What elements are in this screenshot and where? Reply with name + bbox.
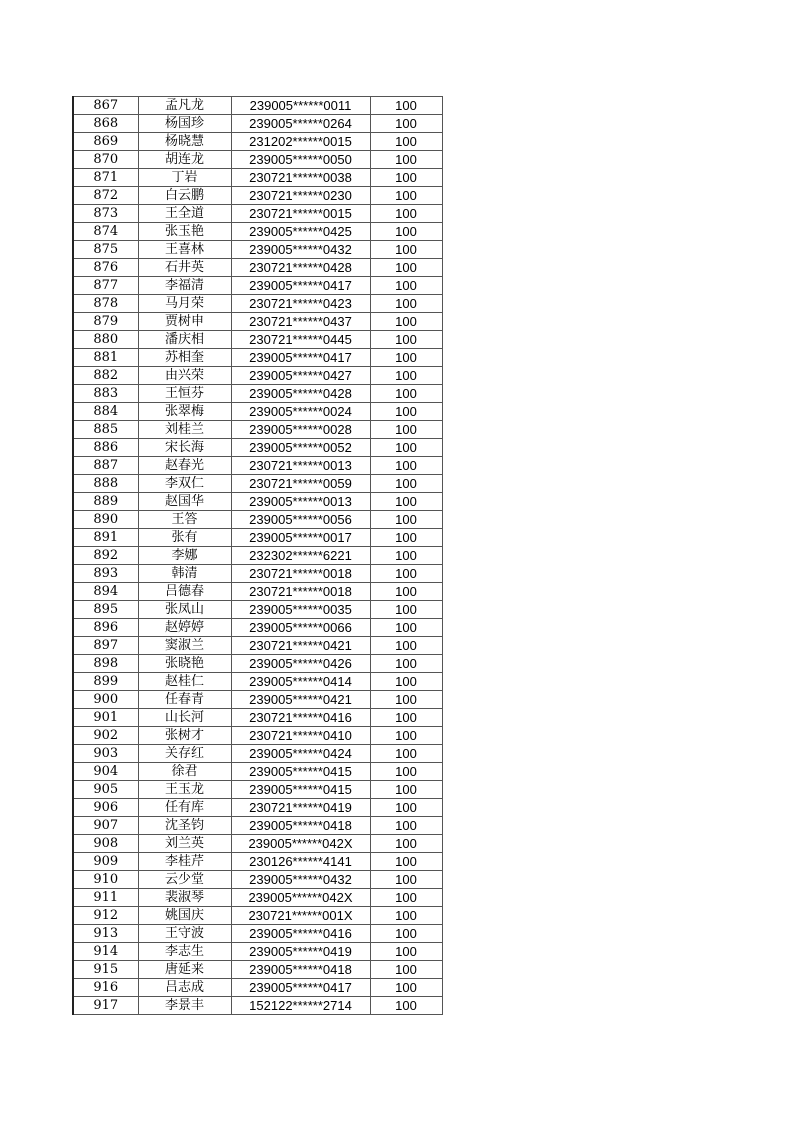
id-number-cell: 239005******0419 <box>231 943 370 961</box>
name-cell: 苏相奎 <box>138 349 231 367</box>
score-cell: 100 <box>370 511 442 529</box>
id-number-cell: 239005******0425 <box>231 223 370 241</box>
score-cell: 100 <box>370 961 442 979</box>
table-row <box>73 655 442 673</box>
row-number-cell: 903 <box>73 745 138 763</box>
table-row <box>73 385 442 403</box>
score-cell: 100 <box>370 853 442 871</box>
name-cell: 王恒芬 <box>138 385 231 403</box>
score-cell: 100 <box>370 835 442 853</box>
name-cell: 丁岩 <box>138 169 231 187</box>
row-number-cell: 907 <box>73 817 138 835</box>
table-row <box>73 925 442 943</box>
table-row <box>73 727 442 745</box>
name-cell: 刘兰英 <box>138 835 231 853</box>
score-cell: 100 <box>370 907 442 925</box>
score-cell: 100 <box>370 691 442 709</box>
row-number-cell: 896 <box>73 619 138 637</box>
id-number-cell: 239005******0028 <box>231 421 370 439</box>
score-cell: 100 <box>370 223 442 241</box>
table-row <box>73 709 442 727</box>
id-number-cell: 239005******042X <box>231 835 370 853</box>
score-cell: 100 <box>370 763 442 781</box>
score-cell: 100 <box>370 259 442 277</box>
id-number-cell: 239005******0415 <box>231 763 370 781</box>
score-cell: 100 <box>370 709 442 727</box>
id-number-cell: 239005******0417 <box>231 349 370 367</box>
id-number-cell: 239005******0264 <box>231 115 370 133</box>
id-number-cell: 230721******0437 <box>231 313 370 331</box>
row-number-cell: 887 <box>73 457 138 475</box>
score-cell: 100 <box>370 457 442 475</box>
table-row <box>73 799 442 817</box>
name-cell: 由兴荣 <box>138 367 231 385</box>
name-cell: 关存红 <box>138 745 231 763</box>
name-cell: 张晓艳 <box>138 655 231 673</box>
id-number-cell: 239005******0427 <box>231 367 370 385</box>
name-cell: 张玉艳 <box>138 223 231 241</box>
name-cell: 任有库 <box>138 799 231 817</box>
row-number-cell: 891 <box>73 529 138 547</box>
id-number-cell: 239005******0418 <box>231 961 370 979</box>
score-cell: 100 <box>370 997 442 1015</box>
table-row <box>73 691 442 709</box>
row-number-cell: 885 <box>73 421 138 439</box>
table-row <box>73 583 442 601</box>
name-cell: 裴淑琴 <box>138 889 231 907</box>
row-number-cell: 914 <box>73 943 138 961</box>
roster-table <box>72 96 443 1015</box>
table-row <box>73 619 442 637</box>
id-number-cell: 152122******2714 <box>231 997 370 1015</box>
name-cell: 张树才 <box>138 727 231 745</box>
score-cell: 100 <box>370 133 442 151</box>
score-cell: 100 <box>370 295 442 313</box>
score-cell: 100 <box>370 493 442 511</box>
score-cell: 100 <box>370 871 442 889</box>
id-number-cell: 230721******0015 <box>231 205 370 223</box>
table-row <box>73 871 442 889</box>
name-cell: 云少堂 <box>138 871 231 889</box>
table-row <box>73 331 442 349</box>
id-number-cell: 230721******0445 <box>231 331 370 349</box>
table-row <box>73 187 442 205</box>
name-cell: 赵婷婷 <box>138 619 231 637</box>
id-number-cell: 239005******0050 <box>231 151 370 169</box>
score-cell: 100 <box>370 277 442 295</box>
row-number-cell: 888 <box>73 475 138 493</box>
score-cell: 100 <box>370 313 442 331</box>
name-cell: 李志生 <box>138 943 231 961</box>
name-cell: 韩清 <box>138 565 231 583</box>
table-row <box>73 943 442 961</box>
name-cell: 徐君 <box>138 763 231 781</box>
id-number-cell: 239005******0017 <box>231 529 370 547</box>
id-number-cell: 239005******0418 <box>231 817 370 835</box>
name-cell: 宋长海 <box>138 439 231 457</box>
name-cell: 马月荣 <box>138 295 231 313</box>
row-number-cell: 872 <box>73 187 138 205</box>
name-cell: 吕志成 <box>138 979 231 997</box>
id-number-cell: 239005******0066 <box>231 619 370 637</box>
name-cell: 吕德春 <box>138 583 231 601</box>
id-number-cell: 230721******0018 <box>231 583 370 601</box>
id-number-cell: 239005******0417 <box>231 979 370 997</box>
name-cell: 张翠梅 <box>138 403 231 421</box>
name-cell: 潘庆相 <box>138 331 231 349</box>
row-number-cell: 881 <box>73 349 138 367</box>
name-cell: 王全道 <box>138 205 231 223</box>
score-cell: 100 <box>370 619 442 637</box>
score-cell: 100 <box>370 169 442 187</box>
row-number-cell: 898 <box>73 655 138 673</box>
name-cell: 王答 <box>138 511 231 529</box>
score-cell: 100 <box>370 799 442 817</box>
score-cell: 100 <box>370 349 442 367</box>
table-row <box>73 763 442 781</box>
id-number-cell: 230721******0428 <box>231 259 370 277</box>
score-cell: 100 <box>370 673 442 691</box>
row-number-cell: 867 <box>73 97 138 115</box>
row-number-cell: 892 <box>73 547 138 565</box>
score-cell: 100 <box>370 187 442 205</box>
id-number-cell: 239005******0011 <box>231 97 370 115</box>
id-number-cell: 239005******0432 <box>231 871 370 889</box>
id-number-cell: 239005******042X <box>231 889 370 907</box>
name-cell: 杨国珍 <box>138 115 231 133</box>
row-number-cell: 869 <box>73 133 138 151</box>
table-row <box>73 889 442 907</box>
score-cell: 100 <box>370 781 442 799</box>
row-number-cell: 900 <box>73 691 138 709</box>
score-cell: 100 <box>370 385 442 403</box>
score-cell: 100 <box>370 655 442 673</box>
table-row <box>73 601 442 619</box>
id-number-cell: 239005******0416 <box>231 925 370 943</box>
row-number-cell: 915 <box>73 961 138 979</box>
name-cell: 李福清 <box>138 277 231 295</box>
name-cell: 窦淑兰 <box>138 637 231 655</box>
table-row <box>73 475 442 493</box>
table-row <box>73 421 442 439</box>
row-number-cell: 880 <box>73 331 138 349</box>
row-number-cell: 882 <box>73 367 138 385</box>
row-number-cell: 886 <box>73 439 138 457</box>
id-number-cell: 239005******0052 <box>231 439 370 457</box>
row-number-cell: 895 <box>73 601 138 619</box>
name-cell: 沈圣钧 <box>138 817 231 835</box>
table-row <box>73 637 442 655</box>
id-number-cell: 230721******0018 <box>231 565 370 583</box>
table-row <box>73 979 442 997</box>
table-row <box>73 961 442 979</box>
row-number-cell: 910 <box>73 871 138 889</box>
table-row <box>73 349 442 367</box>
name-cell: 刘桂兰 <box>138 421 231 439</box>
name-cell: 胡连龙 <box>138 151 231 169</box>
name-cell: 赵春光 <box>138 457 231 475</box>
id-number-cell: 230721******0423 <box>231 295 370 313</box>
table-row <box>73 673 442 691</box>
score-cell: 100 <box>370 889 442 907</box>
id-number-cell: 239005******0013 <box>231 493 370 511</box>
table-row <box>73 223 442 241</box>
name-cell: 山长河 <box>138 709 231 727</box>
table-row <box>73 853 442 871</box>
id-number-cell: 230721******001X <box>231 907 370 925</box>
score-cell: 100 <box>370 367 442 385</box>
score-cell: 100 <box>370 583 442 601</box>
score-cell: 100 <box>370 943 442 961</box>
name-cell: 王喜林 <box>138 241 231 259</box>
id-number-cell: 231202******0015 <box>231 133 370 151</box>
id-number-cell: 239005******0035 <box>231 601 370 619</box>
table-row <box>73 115 442 133</box>
score-cell: 100 <box>370 421 442 439</box>
row-number-cell: 893 <box>73 565 138 583</box>
name-cell: 白云鹏 <box>138 187 231 205</box>
name-cell: 任春青 <box>138 691 231 709</box>
score-cell: 100 <box>370 403 442 421</box>
id-number-cell: 239005******0421 <box>231 691 370 709</box>
name-cell: 石井英 <box>138 259 231 277</box>
id-number-cell: 232302******6221 <box>231 547 370 565</box>
row-number-cell: 883 <box>73 385 138 403</box>
score-cell: 100 <box>370 979 442 997</box>
table-row <box>73 997 442 1015</box>
row-number-cell: 871 <box>73 169 138 187</box>
id-number-cell: 239005******0414 <box>231 673 370 691</box>
score-cell: 100 <box>370 439 442 457</box>
score-cell: 100 <box>370 475 442 493</box>
table-row <box>73 169 442 187</box>
name-cell: 王玉龙 <box>138 781 231 799</box>
table-row <box>73 439 442 457</box>
row-number-cell: 897 <box>73 637 138 655</box>
row-number-cell: 870 <box>73 151 138 169</box>
id-number-cell: 230721******0038 <box>231 169 370 187</box>
row-number-cell: 906 <box>73 799 138 817</box>
score-cell: 100 <box>370 205 442 223</box>
id-number-cell: 239005******0424 <box>231 745 370 763</box>
name-cell: 王守波 <box>138 925 231 943</box>
row-number-cell: 911 <box>73 889 138 907</box>
table-row <box>73 313 442 331</box>
name-cell: 赵桂仁 <box>138 673 231 691</box>
row-number-cell: 902 <box>73 727 138 745</box>
table-row <box>73 817 442 835</box>
row-number-cell: 874 <box>73 223 138 241</box>
table-row <box>73 277 442 295</box>
row-number-cell: 876 <box>73 259 138 277</box>
row-number-cell: 905 <box>73 781 138 799</box>
roster-table-body <box>73 97 442 1015</box>
table-row <box>73 457 442 475</box>
table-row <box>73 745 442 763</box>
row-number-cell: 889 <box>73 493 138 511</box>
table-row <box>73 493 442 511</box>
score-cell: 100 <box>370 565 442 583</box>
table-row <box>73 403 442 421</box>
score-cell: 100 <box>370 601 442 619</box>
name-cell: 孟凡龙 <box>138 97 231 115</box>
table-row <box>73 133 442 151</box>
table-row <box>73 547 442 565</box>
id-number-cell: 230721******0230 <box>231 187 370 205</box>
id-number-cell: 239005******0426 <box>231 655 370 673</box>
id-number-cell: 239005******0417 <box>231 277 370 295</box>
row-number-cell: 873 <box>73 205 138 223</box>
name-cell: 贾树申 <box>138 313 231 331</box>
row-number-cell: 916 <box>73 979 138 997</box>
id-number-cell: 239005******0056 <box>231 511 370 529</box>
row-number-cell: 917 <box>73 997 138 1015</box>
score-cell: 100 <box>370 97 442 115</box>
name-cell: 唐延来 <box>138 961 231 979</box>
row-number-cell: 908 <box>73 835 138 853</box>
score-cell: 100 <box>370 547 442 565</box>
score-cell: 100 <box>370 115 442 133</box>
name-cell: 李桂芹 <box>138 853 231 871</box>
id-number-cell: 230721******0059 <box>231 475 370 493</box>
id-number-cell: 239005******0415 <box>231 781 370 799</box>
table-row <box>73 565 442 583</box>
id-number-cell: 239005******0428 <box>231 385 370 403</box>
score-cell: 100 <box>370 727 442 745</box>
row-number-cell: 868 <box>73 115 138 133</box>
row-number-cell: 904 <box>73 763 138 781</box>
table-row <box>73 151 442 169</box>
row-number-cell: 909 <box>73 853 138 871</box>
table-row <box>73 781 442 799</box>
row-number-cell: 875 <box>73 241 138 259</box>
table-row <box>73 295 442 313</box>
id-number-cell: 230721******0416 <box>231 709 370 727</box>
name-cell: 张凤山 <box>138 601 231 619</box>
score-cell: 100 <box>370 745 442 763</box>
name-cell: 李娜 <box>138 547 231 565</box>
name-cell: 张有 <box>138 529 231 547</box>
row-number-cell: 878 <box>73 295 138 313</box>
row-number-cell: 879 <box>73 313 138 331</box>
id-number-cell: 230126******4141 <box>231 853 370 871</box>
name-cell: 姚国庆 <box>138 907 231 925</box>
name-cell: 杨晓慧 <box>138 133 231 151</box>
id-number-cell: 230721******0419 <box>231 799 370 817</box>
table-row <box>73 97 442 115</box>
id-number-cell: 239005******0432 <box>231 241 370 259</box>
name-cell: 李双仁 <box>138 475 231 493</box>
table-row <box>73 367 442 385</box>
table-row <box>73 511 442 529</box>
name-cell: 李景丰 <box>138 997 231 1015</box>
score-cell: 100 <box>370 925 442 943</box>
table-row <box>73 259 442 277</box>
table-row <box>73 241 442 259</box>
row-number-cell: 894 <box>73 583 138 601</box>
score-cell: 100 <box>370 331 442 349</box>
id-number-cell: 239005******0024 <box>231 403 370 421</box>
row-number-cell: 890 <box>73 511 138 529</box>
row-number-cell: 877 <box>73 277 138 295</box>
row-number-cell: 913 <box>73 925 138 943</box>
score-cell: 100 <box>370 241 442 259</box>
score-cell: 100 <box>370 637 442 655</box>
score-cell: 100 <box>370 151 442 169</box>
row-number-cell: 901 <box>73 709 138 727</box>
id-number-cell: 230721******0421 <box>231 637 370 655</box>
table-row <box>73 529 442 547</box>
row-number-cell: 884 <box>73 403 138 421</box>
table-row <box>73 205 442 223</box>
row-number-cell: 899 <box>73 673 138 691</box>
id-number-cell: 230721******0013 <box>231 457 370 475</box>
row-number-cell: 912 <box>73 907 138 925</box>
table-row <box>73 835 442 853</box>
table-row <box>73 907 442 925</box>
name-cell: 赵国华 <box>138 493 231 511</box>
score-cell: 100 <box>370 817 442 835</box>
id-number-cell: 230721******0410 <box>231 727 370 745</box>
score-cell: 100 <box>370 529 442 547</box>
